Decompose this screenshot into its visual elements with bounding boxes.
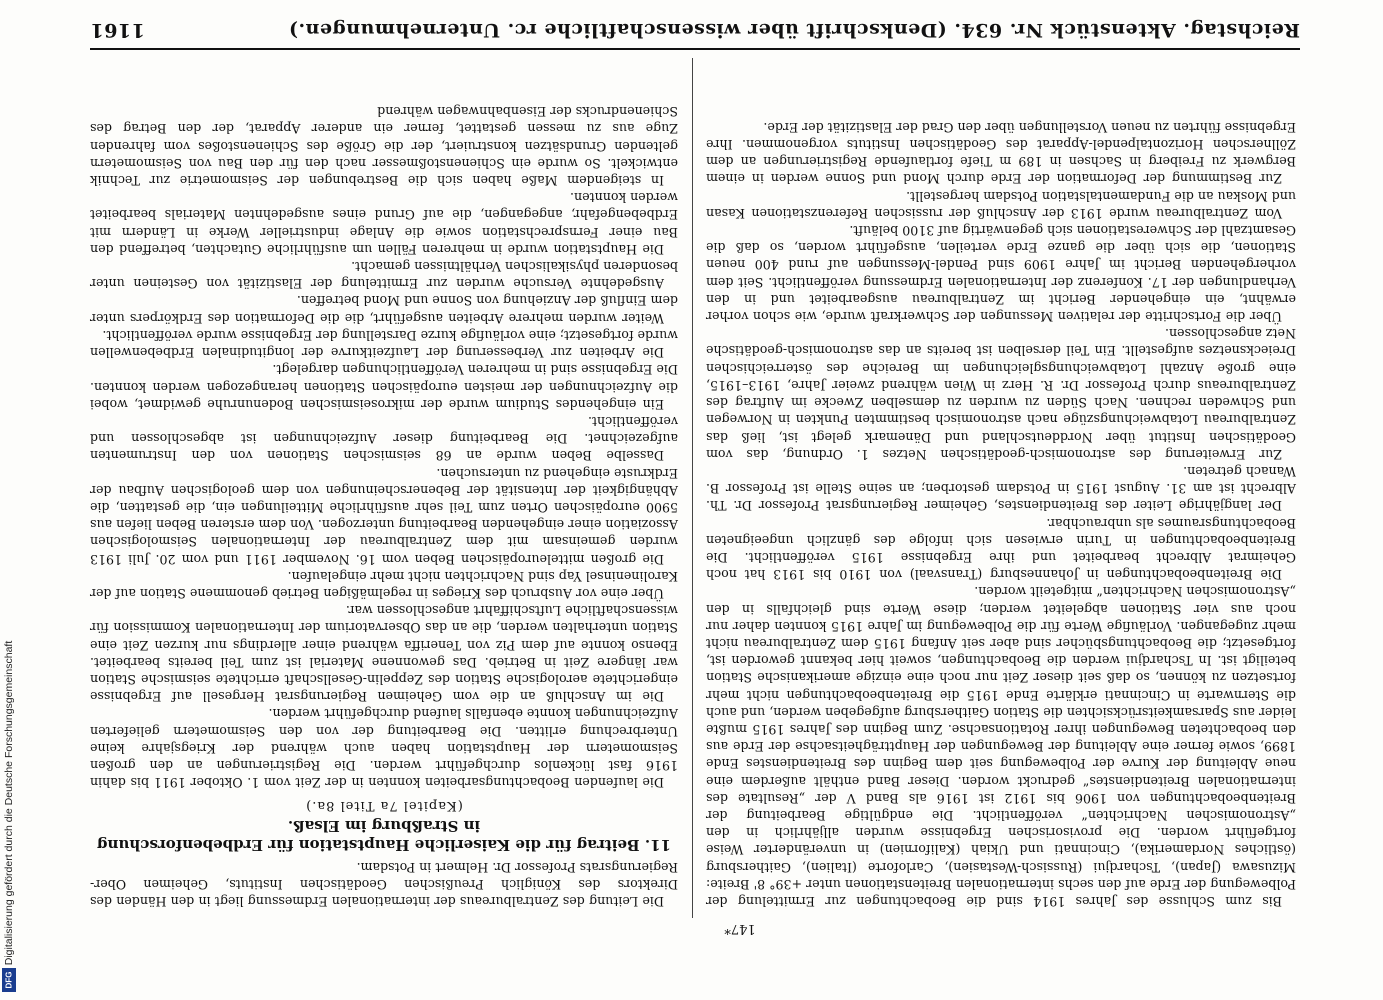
section-subtitle: (Kapitel 7a Titel 8a.) <box>305 798 463 814</box>
header-title: Reichstag. Aktenstück Nr. 634. (Denkschrift über wissenschaftliche rc. Unternehmungen.) <box>288 19 1300 41</box>
paragraph: Zur Bestimmung der Deformation der Erde durch Mond und Sonne werden in einem Bergwerk zu Freiberg in Sachsen in 189 m Tiefe fortlaufende Registrierungen an dem Zöllnerschen Horizontalpendel-Apparat des Geodätischen Instituts vorgenommen. Ihre Ergebnisse führten zu neuen Vorstellungen über den Grad der Elastizität der Erde. <box>706 119 1296 187</box>
text-column-second <box>90 60 678 910</box>
digitization-credit <box>0 605 18 1000</box>
paragraph: Die Breitenbeobachtungen in Johannesburg (Transvaal) von 1910 bis 1913 hat noch Geheimrat Albrecht bearbeitet und ihre Ergebnisse 1915 veröffentlicht. Die Breitenbeobachtungen in Turin erwiesen sich infolge des gänzlich ungeeigneten Beobachtungsraumes als unbrauchbar. <box>706 515 1296 583</box>
paragraph: Die im Anschluß an die vom Geheimen Regierungsrat Hergesell auf Ergebnisse eingerichtete aerologische Station des Zeppelin-Gesellschaft errichtete seismische Station war längere Zeit in Betrieb. Das gewonnene Material ist zum Teil bereits bearbeitet. Ebenso konnte auf dem Piz von Teneriffa während einer allerdings nur kurzen Zeit eine Station unterhalten werden, die an das Observatorium der Internationalen Kommission für wissenschaftliche Luftschiffahrt angeschlossen war. <box>90 603 678 705</box>
paragraph: Die großen mitteleuropäischen Beben vom 16. November 1911 und vom 20. Juli 1913 wurden gemeinsam mit dem Zentralbureau der Internationalen Seismologischen Assoziation einer eingehenden Bearbeitung unterzogen. Von dem ersteren Beben liefen aus 5900 europäischen Orten zum Teil sehr ausführliche Mitteilungen ein, die gestatten, die Abhängigkeit der Intensität der Bebenerscheinungen von dem geologischen Aufbau der Erdkruste eingehend zu untersuchen. <box>90 465 678 567</box>
paragraph: Zur Erweiterung des astronomisch-geodätischen Netzes 1. Ordnung, das vom Geodätischen Institut über Norddeutschland und Dänemark gelegt ist, ließ das Zentralbureau Lotabweichungszüge nach astronomisch bestimmten Punkten in Norwegen und Schweden rechnen. Nach Süden zu wurden zu demselben Zwecke im Auftrag des Zentralbureaus durch Professor Dr. R. Herz in Wien während zweier Jahre, 1913–1915, eine große Anzahl Lotabweichungsgleichungen im Bereiche des österreichischen Dreiecksnetzes aufgestellt. Ein Teil derselben ist bereits an das astronomisch-geodätische Netz angeschlossen. <box>706 326 1296 462</box>
paragraph: Vom Zentralbureau wurde 1913 der Anschluß der russischen Referenzstationen Kasan und Moskau an die Fundamentalstation Potsdam hergestellt. <box>706 188 1296 221</box>
signature-mark: 147* <box>724 921 756 936</box>
column-divider <box>692 58 693 918</box>
paragraph: Bis zum Schlusse des Jahres 1914 sind die Beobachtungen zur Ermittelung der Polbewegung der Erde auf den sechs internationalen Breitenstationen unter +39° 8' Breite: Mizusawa (Japan), Tschardjui (Russisch-Westasien), Carloforte (Italien), Gaithersburg (östliches Nordamerika), Cincinnati und Ukiah (Kalifornien) in unveränderter Weise fortgeführt worden. Die provisorischen Ergebnisse wurden alljährlich in den „Astronomischen Nachrichten“ veröffentlicht. Die endgültige Bearbeitung der Breitenbeobachtungen von 1906 bis 1912 ist 1916 als Band V der „Resultate des internationalen Breitendienstes“ gedruckt worden. Dieser Band enthält außerdem eine neue Ableitung der Kurve der Polbewegung seit dem Beginn des Breitendienstes Ende 1899, sowie ferner eine Ableitung der Bewegungen der Hauptträgheitsachse der Erde aus den beobachteten Bewegungen ihrer Rotationsachse. Zum Beginn des Jahres 1915 mußte leider aus Sparsamkeitsrücksichten die Station Gaithersburg aufgegeben werden, und auch die Sternwarte in Cincinnati erklärte Ende 1915 die Breitenbeobachtungen nicht mehr fortsetzen zu können, so daß seit dieser Zeit nur noch eine einzige amerikanische Station beteiligt ist. In Tschardjui werden die Beobachtungen, soweit hier bekannt geworden ist, fortgesetzt; die Beobachtungsbücher sind aber seit Anfang 1915 dem Zentralbureau nicht mehr zugegangen. Vorläufige Werte für die Polbewegung im Jahre 1915 konnten daher nur noch aus vier Stationen abgeleitet werden; diese Werte sind gleichfalls in den „Astronomischen Nachrichten“ mitgeteilt worden. <box>706 584 1296 909</box>
paragraph: Die laufenden Beobachtungsarbeiten konnten in der Zeit vom 1. Oktober 1911 bis dahin 1916 fast lückenlos durchgeführt werden. Die Registrierungen an den großen Seismometern der Hauptstation haben auch während der Kriegsjahre keine Unterbrechung erlitten. Die Bearbeitung der von den Seismometern gelieferten Aufzeichnungen konnte ebenfalls laufend durchgeführt werden. <box>90 706 678 791</box>
paragraph: Die Arbeiten zur Verbesserung der Laufzeitkurve der longitudinalen Erdbebenwellen wurde fortgesetzt; eine vorläufige kurze Darstellung der Ergebnisse wurde veröffentlicht. <box>90 327 678 361</box>
paragraph: Weiter wurden mehrere Arbeiten ausgeführt, die die Deformation des Erdkörpers unter dem Einfluß der Anziehung von Sonne und Mond betreffen. <box>90 293 678 326</box>
page-number: 1161 <box>90 19 145 41</box>
running-header <box>90 14 1300 46</box>
paragraph: Der langjährige Leiter des Breitendienstes, Geheimer Regierungsrat Professor Dr. Th. Albrecht ist am 31. August 1915 in Potsdam gestorben; an seine Stelle ist Professor B. Wanach getreten. <box>706 463 1296 514</box>
paragraph: Dasselbe Beben wurde an 68 seismischen Stationen von den Instrumenten aufgezeichnet. Die Bearbeitung dieser Aufzeichnungen ist abgeschlossen und veröffentlicht. <box>90 413 678 464</box>
paragraph: Die Leitung des Zentralbureaus der internationalen Erdmessung liegt in den Händen des Direktors des Königlich Preußischen Geodätischen Instituts, Geheimen Ober-Regierungsrats Professor Dr. Helmert in Potsdam. <box>90 859 678 909</box>
credit-text: Digitalisierung gefördert durch die Deutsche Forschungsgemeinschaft <box>3 640 15 965</box>
text-column-first <box>706 60 1296 910</box>
paragraph: Ein eingehendes Studium wurde der mikroseismischen Bodenunruhe gewidmet, wobei die Aufzeichnungen der meisten europäischen Stationen herangezogen werden konnten. Die Ergebnisse sind in mehreren Veröffentlichungen dargelegt. <box>90 362 678 412</box>
paragraph: In steigendem Maße haben sich die Bestrebungen der Seismometrie zur Technik entwickelt. So wurde ein Schienenstoßmesser nach den für den Bau von Seismometern geltenden Grundsätzen konstruiert, der die Größe des Schienenstoßes vom fahrenden Zuge aus zu messen gestattet, ferner ein anderer Apparat, der den Betrag des Schienendrucks der Eisenbahnwagen während <box>90 104 678 189</box>
paragraph: Ausgedehnte Versuche wurden zur Ermittelung der Elastizität von Gesteinen unter besonderen physikalischen Verhältnissen gemacht. <box>90 259 678 292</box>
header-rule <box>90 48 1300 50</box>
paragraph: Über die Fortschritte der relativen Messungen der Schwerkraft wurde, wie schon vorher erwähnt, ein eingehender Bericht im Zentralbureau ausgearbeitet und in den Verhandlungen der 17. Konferenz der Internationalen Erdmessung veröffentlicht. Seit dem vorhergehenden Bericht im Jahre 1909 sind Pendel-Messungen auf rund 400 neuen Stationen, die sich über die ganze Erde verteilen, ausgeführt worden, so daß die Gesamtzahl der Schwerestationen sich gegenwärtig auf 3100 beläuft. <box>706 223 1296 325</box>
paragraph: Über eine vor Ausbruch des Krieges in regelmäßigen Betrieb genommene Station auf der Karolineninsel Yap sind Nachrichten nicht mehr eingelaufen. <box>90 568 678 601</box>
section-title: 11. Beitrag für die Kaiserliche Hauptstation für Erdbebenforschung in Straßburg im Elsaß. <box>97 817 671 855</box>
dfg-logo-icon: DFG <box>2 968 16 992</box>
paragraph: Die Hauptstation wurde in mehreren Fällen um ausführliche Gutachten, betreffend den Bau einer Fernsprechstation sowie die Anlage industrieller Werke in Ländern mit Erdbebengefahr, angegangen, die auf Grund eines ausgedehnten Materials bearbeitet werden konnten. <box>90 190 678 257</box>
